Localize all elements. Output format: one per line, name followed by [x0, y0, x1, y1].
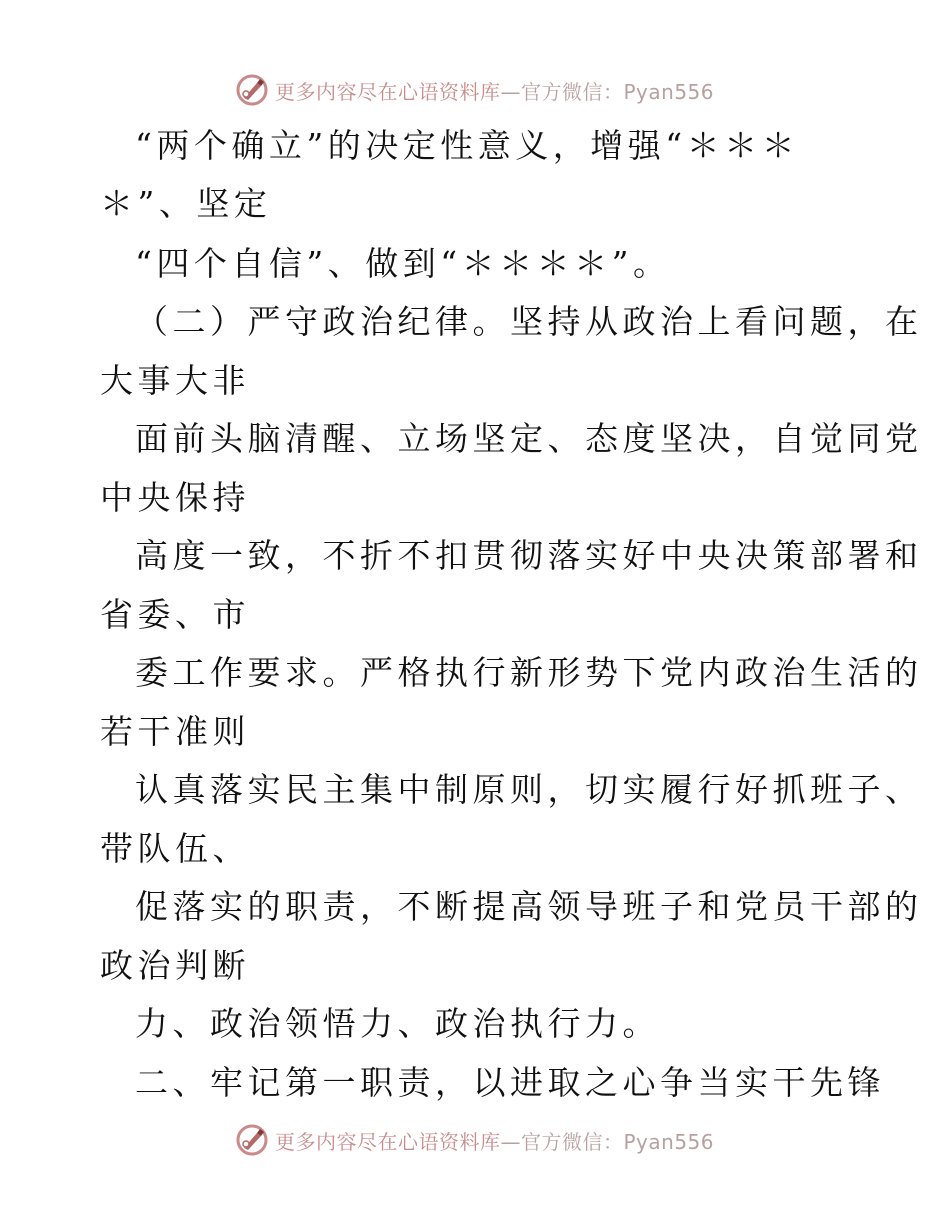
footer-promo-text [275, 1126, 714, 1155]
body-line: 若干准则 [100, 712, 250, 751]
pen-circle-logo-icon [235, 1123, 269, 1157]
body-line: 力、政治领悟力、政治执行力。 [135, 1004, 660, 1043]
section-heading-line: （二）严守政治纪律。坚持从政治上看问题，在 [135, 302, 923, 341]
body-line: “四个自信”、做到“＊＊＊＊”。 [135, 244, 671, 283]
body-line: 认真落实民主集中制原则，切实履行好抓班子、 [135, 770, 923, 809]
body-line: ＊”、坚定 [100, 184, 272, 223]
body-line: “两个确立”的决定性意义，增强“＊＊＊ [135, 126, 800, 165]
footer-promo-title: 更多内容尽在心语资料库 [275, 1129, 501, 1154]
body-line: 促落实的职责，不断提高领导班子和党员干部的 [135, 887, 923, 926]
section-heading-line: 二、牢记第一职责，以进取之心争当实干先锋 [135, 1063, 885, 1102]
body-line: 大事大非 [100, 361, 250, 400]
body-line: 带队伍、 [100, 829, 250, 868]
body-line: 政治判断 [100, 946, 250, 985]
body-line: 面前头脑清醒、立场坚定、态度坚决，自觉同党 [135, 419, 923, 458]
body-line: 委工作要求。严格执行新形势下党内政治生活的 [135, 653, 923, 692]
footer-wechat-text: —官方微信：Pyan556 [500, 1129, 715, 1154]
body-line: 中央保持 [100, 478, 250, 517]
header-promo-title: 更多内容尽在心语资料库 [275, 79, 501, 104]
body-line: 高度一致，不折不扣贯彻落实好中央决策部署和 [135, 536, 923, 575]
body-line: 省委、市 [100, 595, 250, 634]
header-wechat-text: —官方微信：Pyan556 [500, 79, 715, 104]
footer-watermark-banner [235, 1122, 714, 1158]
